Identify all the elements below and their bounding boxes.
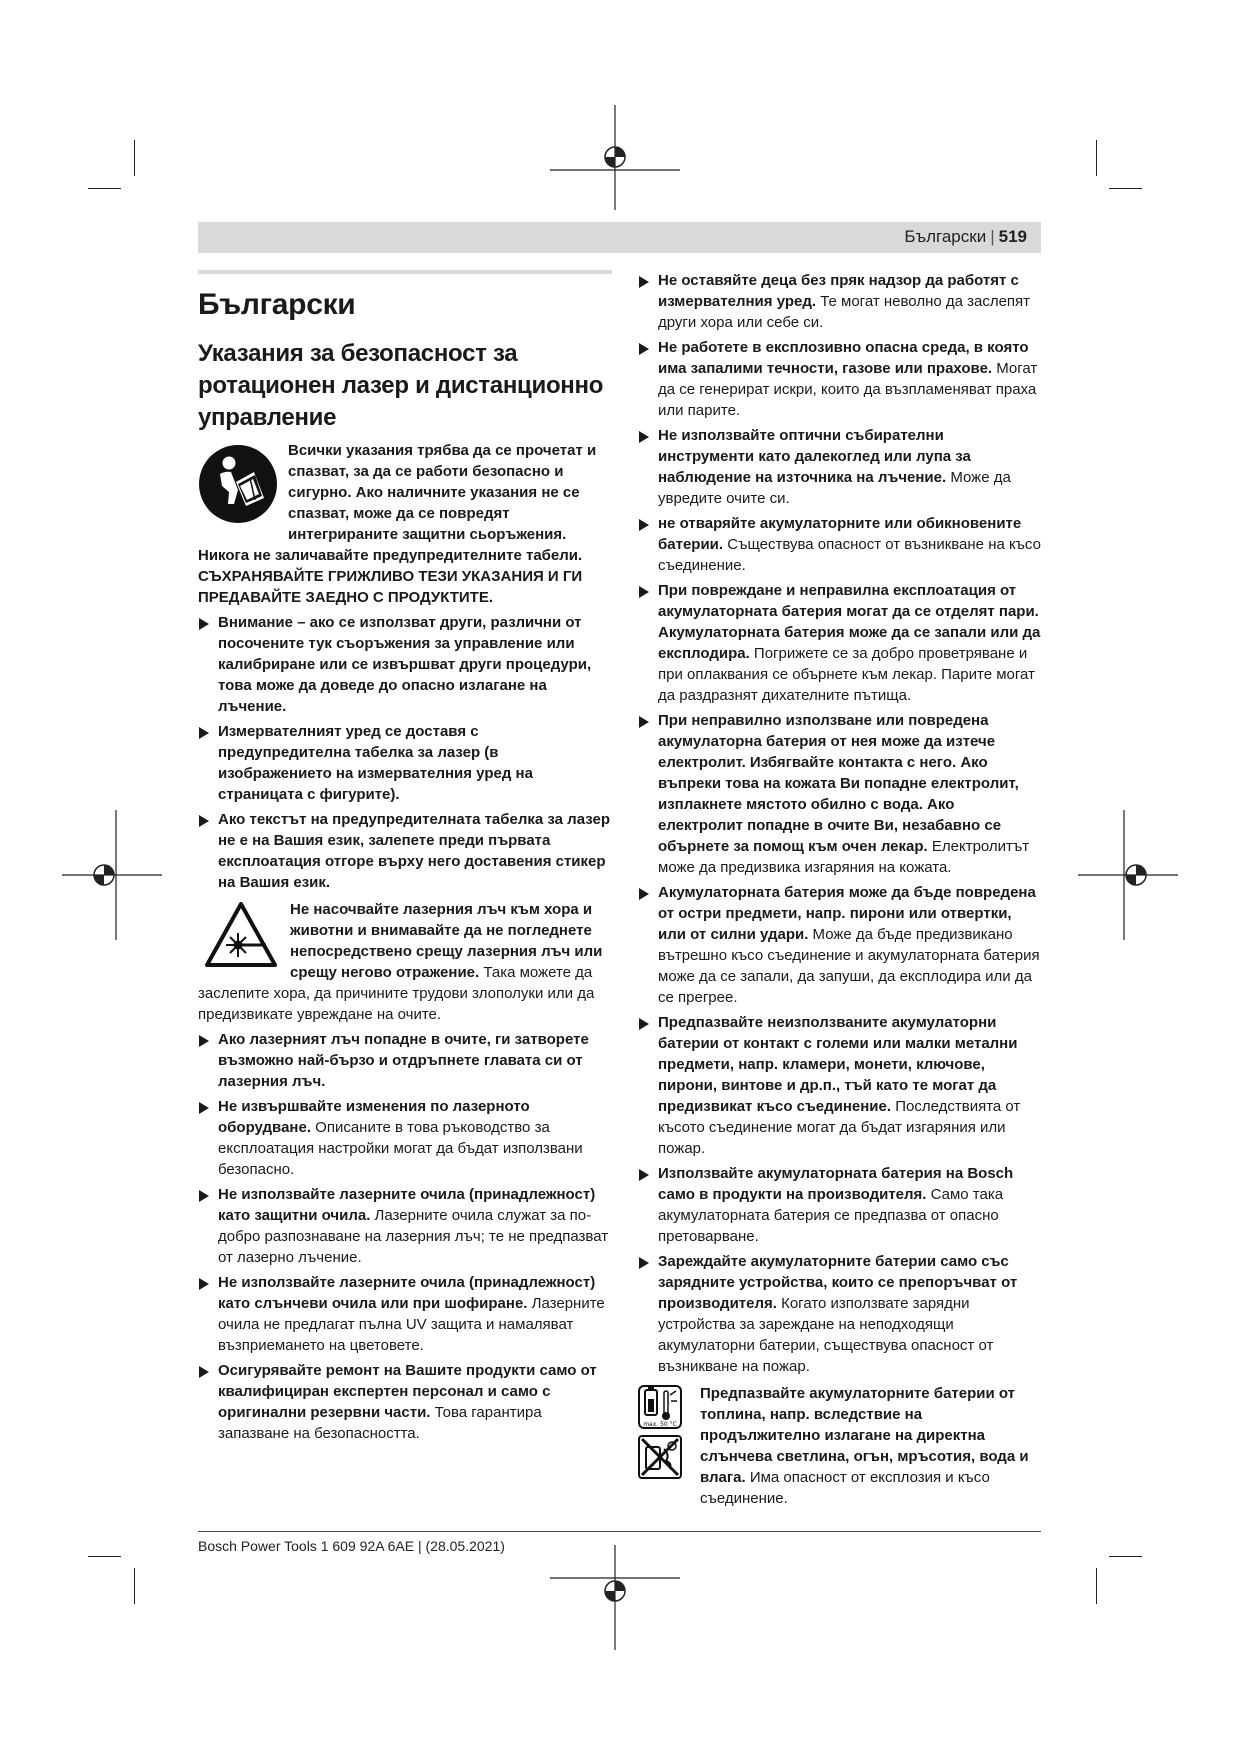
read-manual-icon	[198, 444, 278, 524]
list-item: Предпазвайте неизползваните акумулаторни батерии от контакт с големи или малки метални предмети, напр. кламери, монети, ключове, пирони, винтове и др.п., тъй като те могат да предизвикат късо съединение. Последствията от късото съединение могат да бъдат изгаряния или пожар.	[638, 1012, 1041, 1159]
section-heading: Указания за безопасност за ротационен лазер и дистанционно управление	[198, 340, 604, 431]
temperature-label: max. 50 °C	[643, 1421, 677, 1428]
crop-mark	[1096, 1568, 1097, 1604]
bullet-triangle-icon	[639, 1018, 649, 1030]
list-item: Ако лазерният лъч попадне в очите, ги затворете възможно най-бързо и отдръпнете главата си от лазерния лъч.	[198, 1029, 612, 1092]
crop-mark	[88, 1556, 121, 1557]
header-section: Български	[904, 227, 987, 246]
list-item: Не работете в експлозивно опасна среда, в която има запалими течности, газове или прахове. Могат да се генерират искри, които да възпламеняват праха или парите.	[638, 337, 1041, 421]
registration-mark-top	[550, 105, 680, 210]
bullet-triangle-icon	[199, 727, 209, 739]
list-item: Измервателният уред се доставя с предупредителна табелка за лазер (в изображението на измервателния уред на страницата с фигурите).	[198, 721, 612, 805]
registration-mark-left	[62, 810, 162, 940]
crop-mark	[134, 140, 135, 176]
temperature-limit-icon	[638, 1385, 682, 1429]
list-item: Не използвайте лазерните очила (принадлежност) като защитни очила. Лазерните очила служат за по-добро разпознаване на лазерния лъч; те не предпазват от лазерно лъчение.	[198, 1184, 612, 1268]
laser-warning-text: Така можете да заслепите хора, да причините трудови злополуки или да предизвикате увреждане на очите.	[198, 964, 595, 1023]
laser-warning-icon	[204, 901, 278, 969]
list-item: Не използвайте лазерните очила (принадлежност) като слънчеви очила или при шофиране. Лазерните очила не предлагат пълна UV защита и намаляват възприемането на цветовете.	[198, 1272, 612, 1356]
heat-warning-block	[638, 1383, 1041, 1519]
bullet-triangle-icon	[639, 343, 649, 355]
divider	[198, 270, 612, 274]
list-item: не отваряйте акумулаторните или обикновените батерии. Съществува опасност от възникване на късо съединение.	[638, 513, 1041, 576]
no-heat-icon	[638, 1435, 682, 1479]
bullet-triangle-icon	[639, 276, 649, 288]
heat-icons	[638, 1385, 688, 1479]
list-item: При повреждане и неправилна експлоатация от акумулаторната батерия могат да се отделят пари. Акумулаторната батерия може да се запали или да експлодира. Погрижете се за добро проветряване и при оплаквания се обърнете към лекар. Парите могат да раздразнят дихателните пътища.	[638, 580, 1041, 706]
footer-divider	[198, 1531, 1041, 1532]
page-title: Български	[198, 288, 356, 321]
registration-mark-bottom	[550, 1545, 680, 1650]
page-number: 519	[998, 227, 1027, 246]
intro-text: Всички указания трябва да се прочетат и спазват, за да се работи безопасно и сигурно. Ако наличните указания не се спазват, може да се повредят интегрираните защитни сьоръжения. Никога не заличавайте предупредителните табели.	[198, 442, 597, 564]
crop-mark	[1109, 1556, 1142, 1557]
crop-mark	[1109, 188, 1142, 189]
bullet-triangle-icon	[639, 519, 649, 531]
list-item: Не използвайте оптични събирателни инструменти като далекоглед или лупа за наблюдение на източника на лъчение. Може да увредите очите си.	[638, 425, 1041, 509]
bullet-triangle-icon	[199, 618, 209, 630]
bullet-triangle-icon	[639, 586, 649, 598]
bullet-triangle-icon	[199, 1102, 209, 1114]
list-item: При неправилно използване или повредена акумулаторна батерия от нея може да изтече електролит. Избягвайте контакта с него. Ако въпреки това на кожата Ви попадне електролит, изплакнете мястото обилно с вода. Ако електролит попадне в очите Ви, незабавно се обърнете за помощ към очен лекар. Електролитът може да предизвика изгаряния на кожата.	[638, 710, 1041, 878]
right-column	[638, 270, 1041, 1519]
list-item: Осигурявайте ремонт на Вашите продукти само от квалифициран експертен персонал и само с оригинални резервни части. Това гарантира запазване на безопасността.	[198, 1360, 612, 1444]
crop-mark	[1096, 140, 1097, 176]
intro-caps: СЪХРАНЯВАЙТЕ ГРИЖЛИВО ТЕЗИ УКАЗАНИЯ И ГИ ПРЕДАВАЙТЕ ЗАЕДНО С ПРОДУКТИТЕ.	[198, 568, 583, 606]
bullet-triangle-icon	[199, 1366, 209, 1378]
left-list	[198, 612, 612, 893]
crop-mark	[88, 188, 121, 189]
bullet-triangle-icon	[639, 1257, 649, 1269]
list-item: Зареждайте акумулаторните батерии само със зарядните устройства, които се препоръчват от производителя. Когато използвате зарядни устройства за зареждане на неподходящи акумулаторни батерии, съществува опасност от възникване на пожар.	[638, 1251, 1041, 1377]
intro-block	[198, 440, 612, 608]
list-item: Внимание – ако се използват други, различни от посочените тук съоръжения за управление или калибриране или се извършват други процедури, това може да доведе до опасно излагане на лъчение.	[198, 612, 612, 717]
list-item: Не оставяйте деца без пряк надзор да работят с измервателния уред. Те могат неволно да заслепят други хора или себе си.	[638, 270, 1041, 333]
bullet-triangle-icon	[639, 888, 649, 900]
bullet-triangle-icon	[639, 716, 649, 728]
list-item: Не извършвайте изменения по лазерното оборудване. Описаните в това ръководство за експлоатация настройки могат да бъдат използвани безопасно.	[198, 1096, 612, 1180]
left-column	[198, 270, 612, 1444]
crop-mark	[134, 1568, 135, 1604]
page-header	[198, 222, 1041, 253]
header-text: Български | 519	[904, 227, 1027, 246]
list-item: Ако текстът на предупредителната табелка за лазер не е на Вашия език, залепете преди първата експлоатация отгоре върху него доставения стикер на Вашия език.	[198, 809, 612, 893]
bullet-triangle-icon	[639, 431, 649, 443]
left-list-2	[198, 1029, 612, 1444]
bullet-triangle-icon	[199, 1278, 209, 1290]
footer-text: Bosch Power Tools 1 609 92A 6AE | (28.05.2021)	[198, 1538, 505, 1554]
bullet-triangle-icon	[199, 1190, 209, 1202]
laser-warning-block	[198, 899, 612, 1025]
heat-warning-text: Има опасност от експлозия и късо съединение.	[700, 1469, 990, 1507]
list-item: Акумулаторната батерия може да бъде повредена от остри предмети, напр. пирони или отвертки, или от силни удари. Може да бъде предизвикано вътрешно късо съединение и акумулаторната батерия може да се запали, да запуши, да експлодира или да се прегрее.	[638, 882, 1041, 1008]
registration-mark-right	[1078, 810, 1178, 940]
list-item: Използвайте акумулаторната батерия на Bosch само в продукти на производителя. Само така акумулаторната батерия се предпазва от опасно претоварване.	[638, 1163, 1041, 1247]
heat-warning-bold: Предпазвайте акумулаторните батерии от топлина, напр. вследствие на продължително излагане на директна слънчева светлина, огън, мръсотия, вода и влага.	[700, 1385, 1029, 1486]
bullet-triangle-icon	[199, 815, 209, 827]
bullet-triangle-icon	[199, 1035, 209, 1047]
laser-warning-bold: Не насочвайте лазерния лъч към хора и животни и внимавайте да не погледнете непосредствено срещу лазерния лъч или срещу негово отражение.	[290, 901, 603, 981]
bullet-triangle-icon	[639, 1169, 649, 1181]
